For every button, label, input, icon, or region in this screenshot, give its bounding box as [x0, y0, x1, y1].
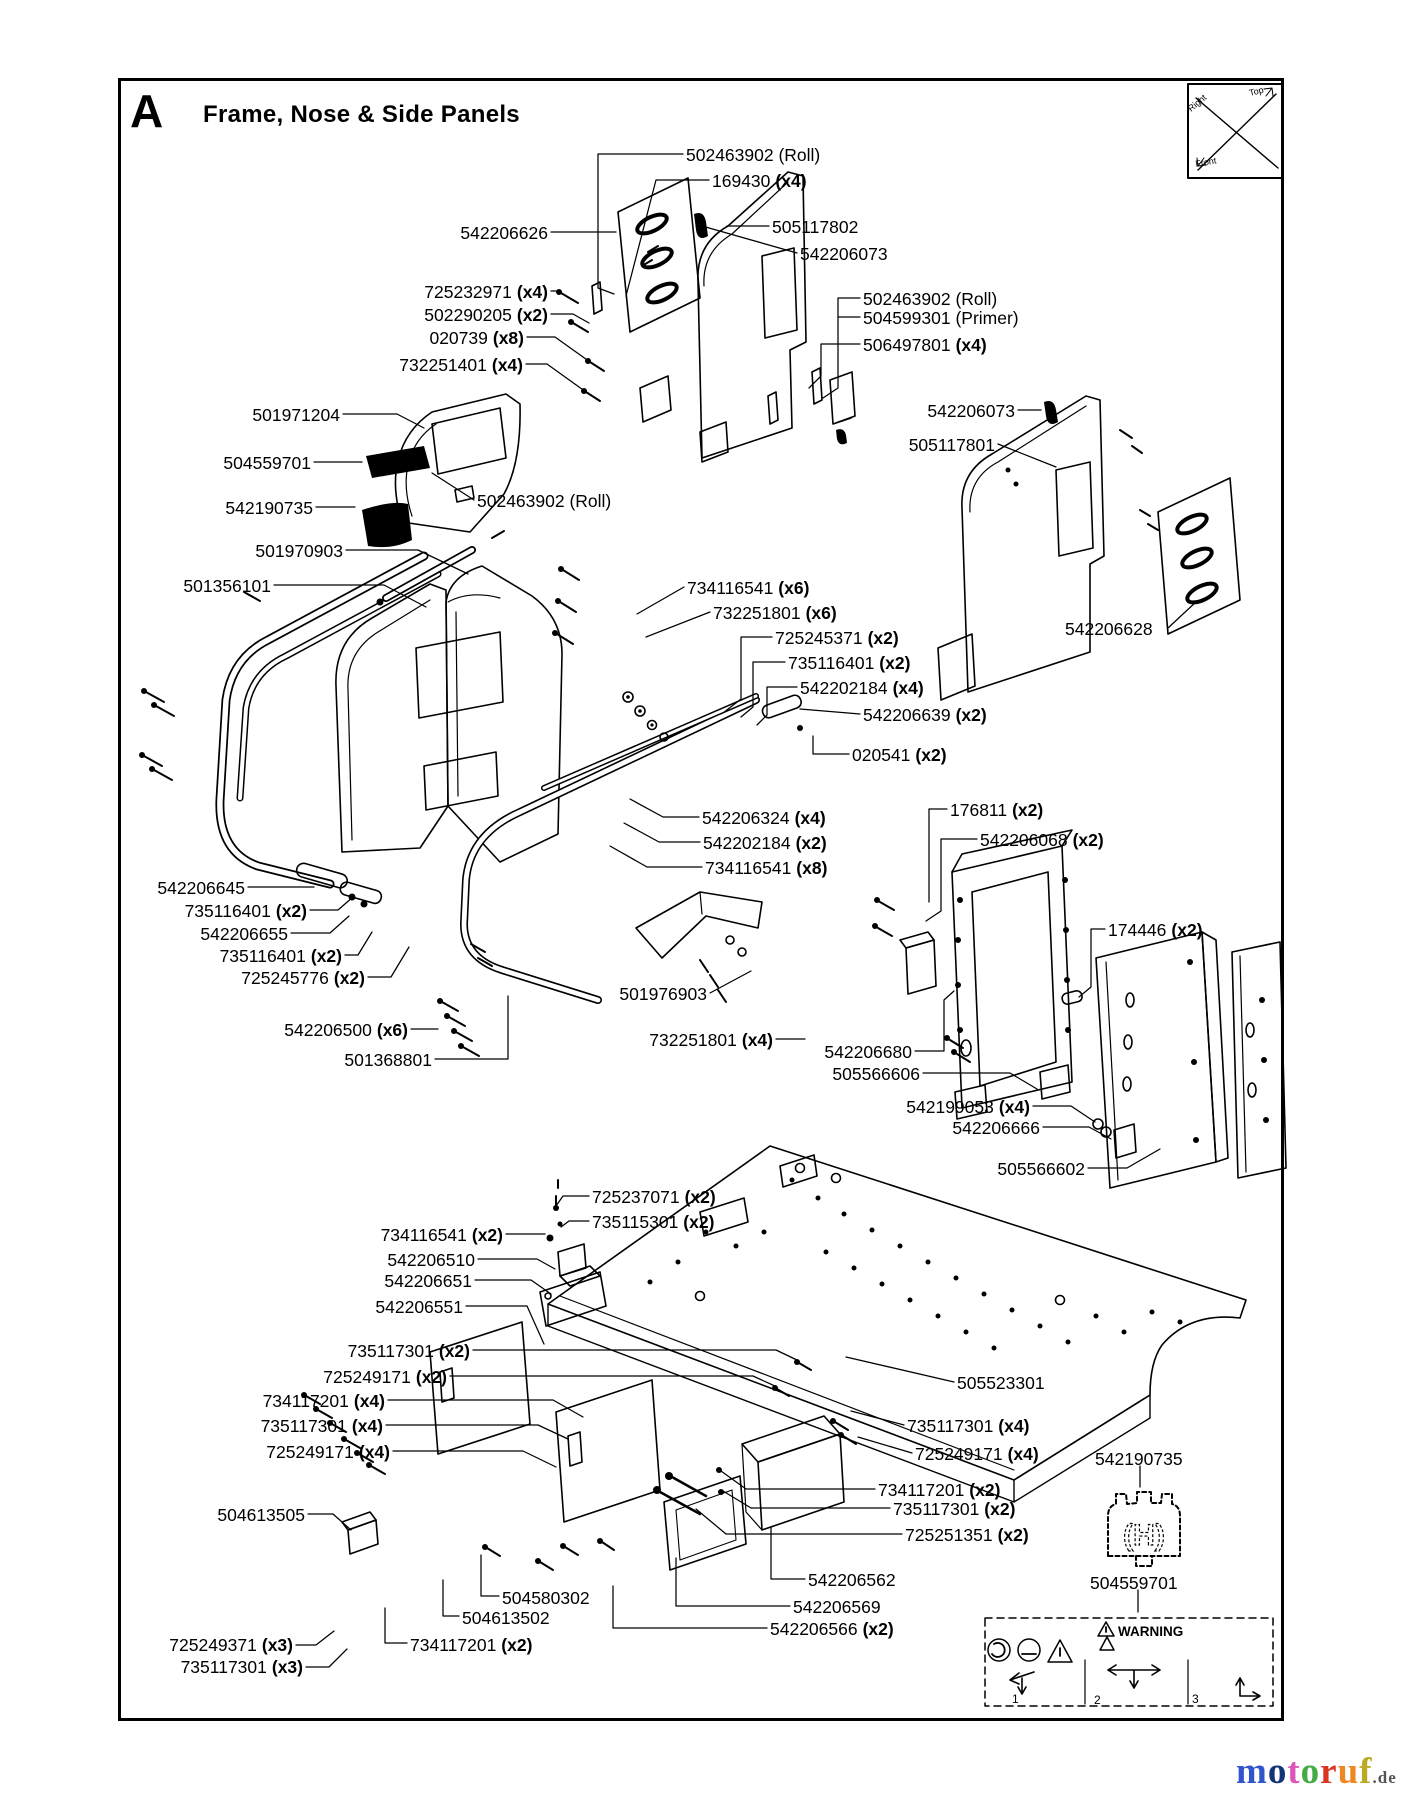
part-label: 725251351 (x2) — [905, 1525, 1029, 1545]
orientation-right-label: Right — [1185, 92, 1209, 114]
part-label: 542199053 (x4) — [906, 1097, 1030, 1117]
warning-cell-1: 1 — [1012, 1692, 1019, 1706]
part-label: 732251401 (x4) — [399, 355, 523, 375]
part-label: 504599301 (Primer) — [863, 308, 1019, 328]
part-label: 504559701 — [1090, 1573, 1178, 1593]
part-label: 725249171 (x2) — [323, 1367, 447, 1387]
part-label: 542202184 (x2) — [703, 833, 827, 853]
part-label: 542206073 — [927, 401, 1015, 421]
part-label: 734117201 (x2) — [410, 1635, 533, 1655]
part-label: 504613505 — [217, 1505, 305, 1525]
part-label: 505523301 — [957, 1373, 1045, 1393]
part-label: 725245776 (x2) — [241, 968, 365, 988]
part-label: 542202184 (x4) — [800, 678, 924, 698]
part-label: 542206628 — [1065, 619, 1153, 639]
part-label: 734116541 (x8) — [705, 858, 828, 878]
part-label: 542206068 (x2) — [980, 830, 1104, 850]
part-label: 542206680 — [824, 1042, 912, 1062]
part-label: 505117801 — [908, 435, 995, 455]
warning-word: WARNING — [1118, 1624, 1184, 1639]
part-label: 735116401 (x2) — [219, 946, 342, 966]
part-label: 501971204 — [252, 405, 340, 425]
brand-letter-3: o — [1300, 1751, 1321, 1792]
part-label: 542206639 (x2) — [863, 705, 987, 725]
warning-cell-3: 3 — [1192, 1692, 1199, 1706]
part-label: 542190735 — [1095, 1449, 1183, 1469]
husqvarna-monogram: (H) — [1123, 1519, 1165, 1552]
part-label: 725237071 (x2) — [592, 1187, 716, 1207]
part-label: 501970903 — [255, 541, 343, 561]
part-label: 734117201 (x4) — [262, 1391, 385, 1411]
part-label: 735117301 (x3) — [180, 1657, 303, 1677]
part-label: 732251801 (x6) — [713, 603, 837, 623]
part-label: 725249171 (x4) — [915, 1444, 1039, 1464]
part-label: 504580302 — [502, 1588, 590, 1608]
leader-lines — [248, 154, 1197, 1667]
part-label: 735115301 (x2) — [592, 1212, 715, 1232]
part-label: 732251801 (x4) — [649, 1030, 773, 1050]
part-label: 542206655 — [200, 924, 288, 944]
part-label: 169430 (x4) — [712, 171, 807, 191]
part-label: 735116401 (x2) — [184, 901, 307, 921]
brand-letter-6: f — [1359, 1751, 1373, 1792]
brand-letter-2: t — [1287, 1751, 1301, 1792]
part-label: 504559701 — [223, 453, 311, 473]
part-label: 506497801 (x4) — [863, 335, 987, 355]
part-label: 725249371 (x3) — [169, 1635, 293, 1655]
brand-letter-1: o — [1267, 1751, 1288, 1792]
brand-letter-4: r — [1320, 1751, 1338, 1792]
part-label: 734116541 (x2) — [380, 1225, 503, 1245]
part-label: 542206324 (x4) — [702, 808, 826, 828]
part-label: 542206626 — [460, 223, 548, 243]
motoruf-watermark — [1236, 1750, 1397, 1793]
part-label: 735117301 (x2) — [347, 1341, 470, 1361]
part-label: 725232971 (x4) — [424, 282, 548, 302]
part-label: 542190735 — [225, 498, 313, 518]
part-label: 505117802 — [772, 217, 859, 237]
brand-domain: .de — [1372, 1768, 1397, 1787]
section-letter: A — [130, 85, 164, 137]
part-label: 734116541 (x6) — [687, 578, 810, 598]
part-label: 505566602 — [997, 1159, 1085, 1179]
part-label: 542206073 — [800, 244, 888, 264]
part-label: 542206510 — [387, 1250, 475, 1270]
part-label: 542206645 — [157, 878, 245, 898]
part-label: 735117301 (x4) — [260, 1416, 383, 1436]
part-label: 501976903 — [619, 984, 707, 1004]
part-label: 542206562 — [808, 1570, 896, 1590]
part-label: 542206500 (x6) — [284, 1020, 408, 1040]
part-label: 501368801 — [344, 1050, 432, 1070]
part-label: 725249171 (x4) — [266, 1442, 390, 1462]
part-label: 734117201 (x2) — [878, 1480, 1001, 1500]
part-label: 176811 (x2) — [950, 800, 1044, 820]
part-label: 505566606 — [832, 1064, 920, 1084]
part-label: 020541 (x2) — [852, 745, 947, 765]
part-label: 735117301 (x2) — [893, 1499, 1016, 1519]
part-label: 501356101 — [183, 576, 271, 596]
orientation-top-label: Top — [1248, 84, 1265, 98]
part-label: 735116401 (x2) — [788, 653, 911, 673]
part-label: 174446 (x2) — [1108, 920, 1203, 940]
part-label: 725245371 (x2) — [775, 628, 899, 648]
part-label: 735117301 (x4) — [907, 1416, 1030, 1436]
orientation-front-label: Front — [1194, 155, 1218, 169]
page-title: Frame, Nose & Side Panels — [203, 101, 520, 128]
part-label: 542206566 (x2) — [770, 1619, 894, 1639]
part-label: 542206666 — [952, 1118, 1040, 1138]
part-label: 504613502 — [462, 1608, 550, 1628]
brand-letter-5: u — [1337, 1751, 1360, 1792]
warning-cell-2: 2 — [1094, 1693, 1101, 1707]
part-label: 502463902 (Roll) — [863, 289, 998, 309]
part-label: 502290205 (x2) — [424, 305, 548, 325]
part-label: 502463902 (Roll) — [686, 145, 821, 165]
part-label: 542206651 — [384, 1271, 472, 1291]
part-label: 542206569 — [793, 1597, 881, 1617]
part-label: 020739 (x8) — [429, 328, 524, 348]
part-label: 542206551 — [375, 1297, 463, 1317]
part-label: 502463902 (Roll) — [477, 491, 612, 511]
brand-letter-0: m — [1236, 1751, 1268, 1792]
